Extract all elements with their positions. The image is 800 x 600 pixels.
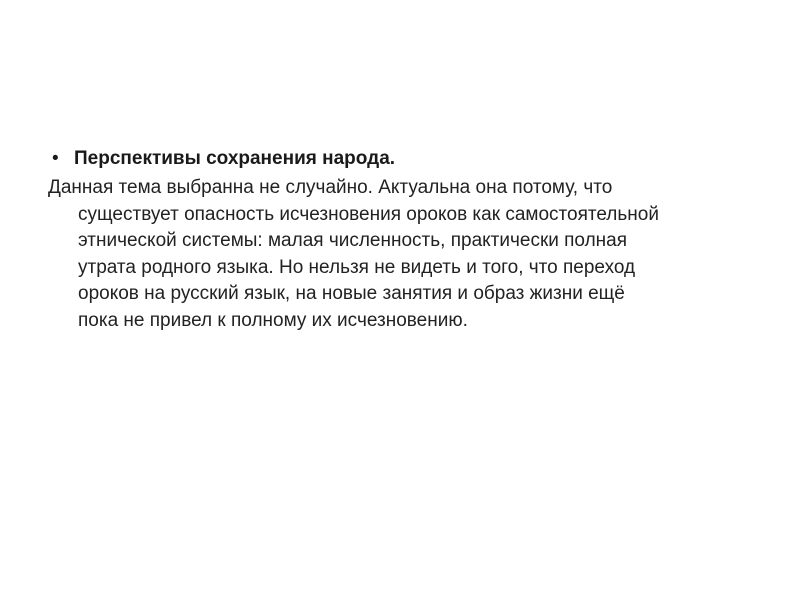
heading-text: Перспективы сохранения народа. <box>74 148 396 169</box>
paragraph-line: утрата родного языка. Но нельзя не видеть и того, что переход <box>78 256 636 278</box>
paragraph-line: существует опасность исчезновения ороков как самостоятельной <box>78 203 659 225</box>
body-paragraph <box>48 175 748 334</box>
paragraph-line: Данная тема выбранна не случайно. Актуальна она потому, что <box>48 177 613 198</box>
paragraph-line: этнической системы: малая численность, практически полная <box>78 230 628 251</box>
paragraph-line: ороков на русский язык, на новые занятия и образ жизни ещё <box>78 283 625 304</box>
bullet-heading <box>52 146 752 172</box>
paragraph-line: пока не привел к полному их исчезновению. <box>78 309 468 331</box>
bullet-icon: • <box>52 148 59 169</box>
